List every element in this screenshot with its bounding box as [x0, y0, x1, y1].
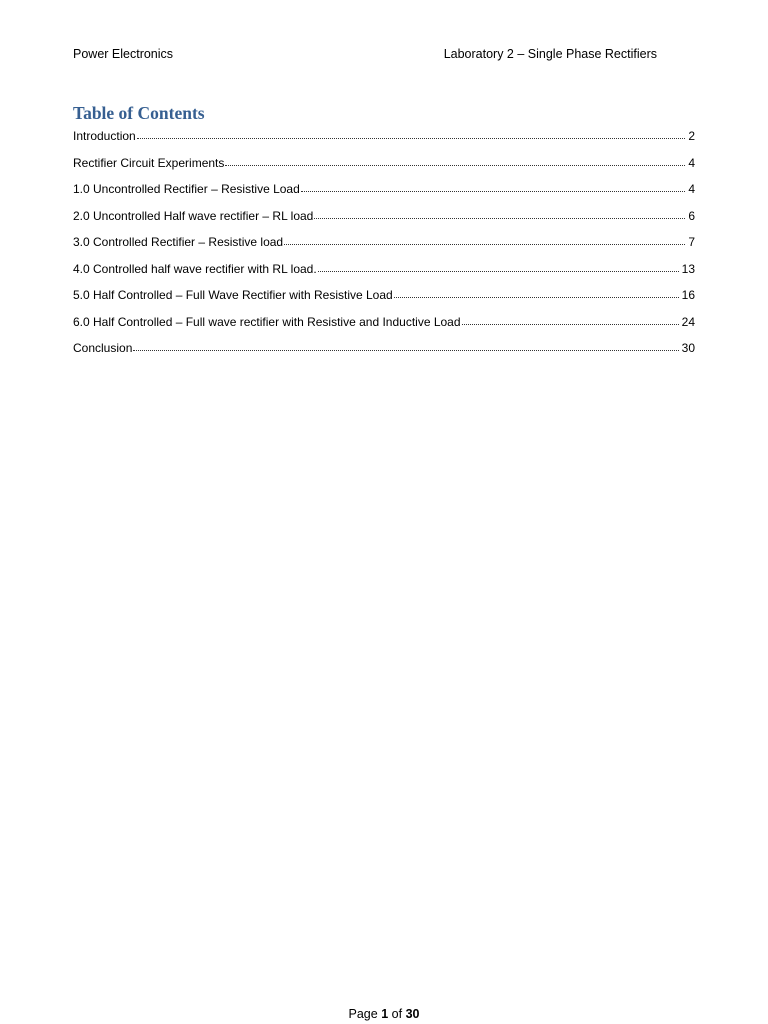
toc-entry-page-number: 2: [688, 129, 695, 143]
toc-entry-label: Conclusion: [73, 341, 133, 355]
footer-page-word: Page: [348, 1007, 378, 1021]
toc-dot-leader: [462, 314, 679, 325]
footer-of-word: of: [391, 1007, 403, 1021]
toc-entry-page-number: 6: [688, 208, 695, 223]
toc-entry-page-number: 13: [681, 261, 695, 276]
toc-entry-page-number: 4: [688, 182, 695, 196]
page-footer: [0, 1006, 768, 1022]
page-header: [73, 46, 657, 64]
toc-entry-label: 1.0 Uncontrolled Rectifier – Resistive Load: [73, 182, 300, 196]
toc-entry-label: 4.0 Controlled half wave rectifier with RL load.: [73, 261, 317, 276]
toc-entry-label: 6.0 Half Controlled – Full wave rectifier with Resistive and Inductive Load: [73, 314, 461, 329]
table-of-contents: [73, 102, 695, 367]
toc-entry-page-number: 30: [681, 341, 695, 355]
toc-dot-leader: [284, 234, 685, 245]
toc-entry-label: Introduction: [73, 129, 136, 143]
footer-total-pages: 30: [405, 1007, 420, 1021]
toc-entry-page-number: 4: [688, 155, 695, 170]
toc-heading: Table of Contents: [73, 103, 205, 123]
toc-entry-section-6[interactable]: [73, 314, 695, 341]
toc-entry-label: Rectifier Circuit Experiments: [73, 155, 225, 170]
toc-entry-page-number: 16: [681, 288, 695, 302]
toc-entry-section-2[interactable]: [73, 208, 695, 235]
toc-entry-section-4[interactable]: [73, 261, 695, 288]
toc-entry-introduction[interactable]: [73, 128, 695, 155]
header-course-title: Power Electronics: [73, 47, 174, 61]
toc-entry-label: 3.0 Controlled Rectifier – Resistive load: [73, 235, 284, 249]
toc-entry-page-number: 24: [681, 314, 695, 329]
footer-current-page: 1: [381, 1007, 389, 1021]
toc-dot-leader: [225, 155, 685, 166]
header-lab-title: Laboratory 2 – Single Phase Rectifiers: [443, 47, 657, 61]
toc-entry-section-5[interactable]: [73, 287, 695, 314]
toc-dot-leader: [318, 261, 679, 272]
toc-entry-label: 5.0 Half Controlled – Full Wave Rectifier with Resistive Load: [73, 288, 393, 302]
toc-dot-leader: [137, 128, 686, 139]
toc-dot-leader: [301, 181, 686, 192]
toc-entry-page-number: 7: [688, 235, 695, 249]
toc-entry-section-3[interactable]: [73, 234, 695, 261]
toc-dot-leader: [394, 287, 679, 298]
toc-entry-rectifier-circuit-experiments[interactable]: [73, 155, 695, 182]
toc-entry-section-1[interactable]: [73, 181, 695, 208]
toc-dot-leader: [133, 340, 678, 351]
toc-list: [73, 128, 695, 367]
toc-entry-conclusion[interactable]: [73, 340, 695, 367]
toc-entry-label: 2.0 Uncontrolled Half wave rectifier – RL load: [73, 208, 314, 223]
toc-dot-leader: [314, 208, 685, 219]
